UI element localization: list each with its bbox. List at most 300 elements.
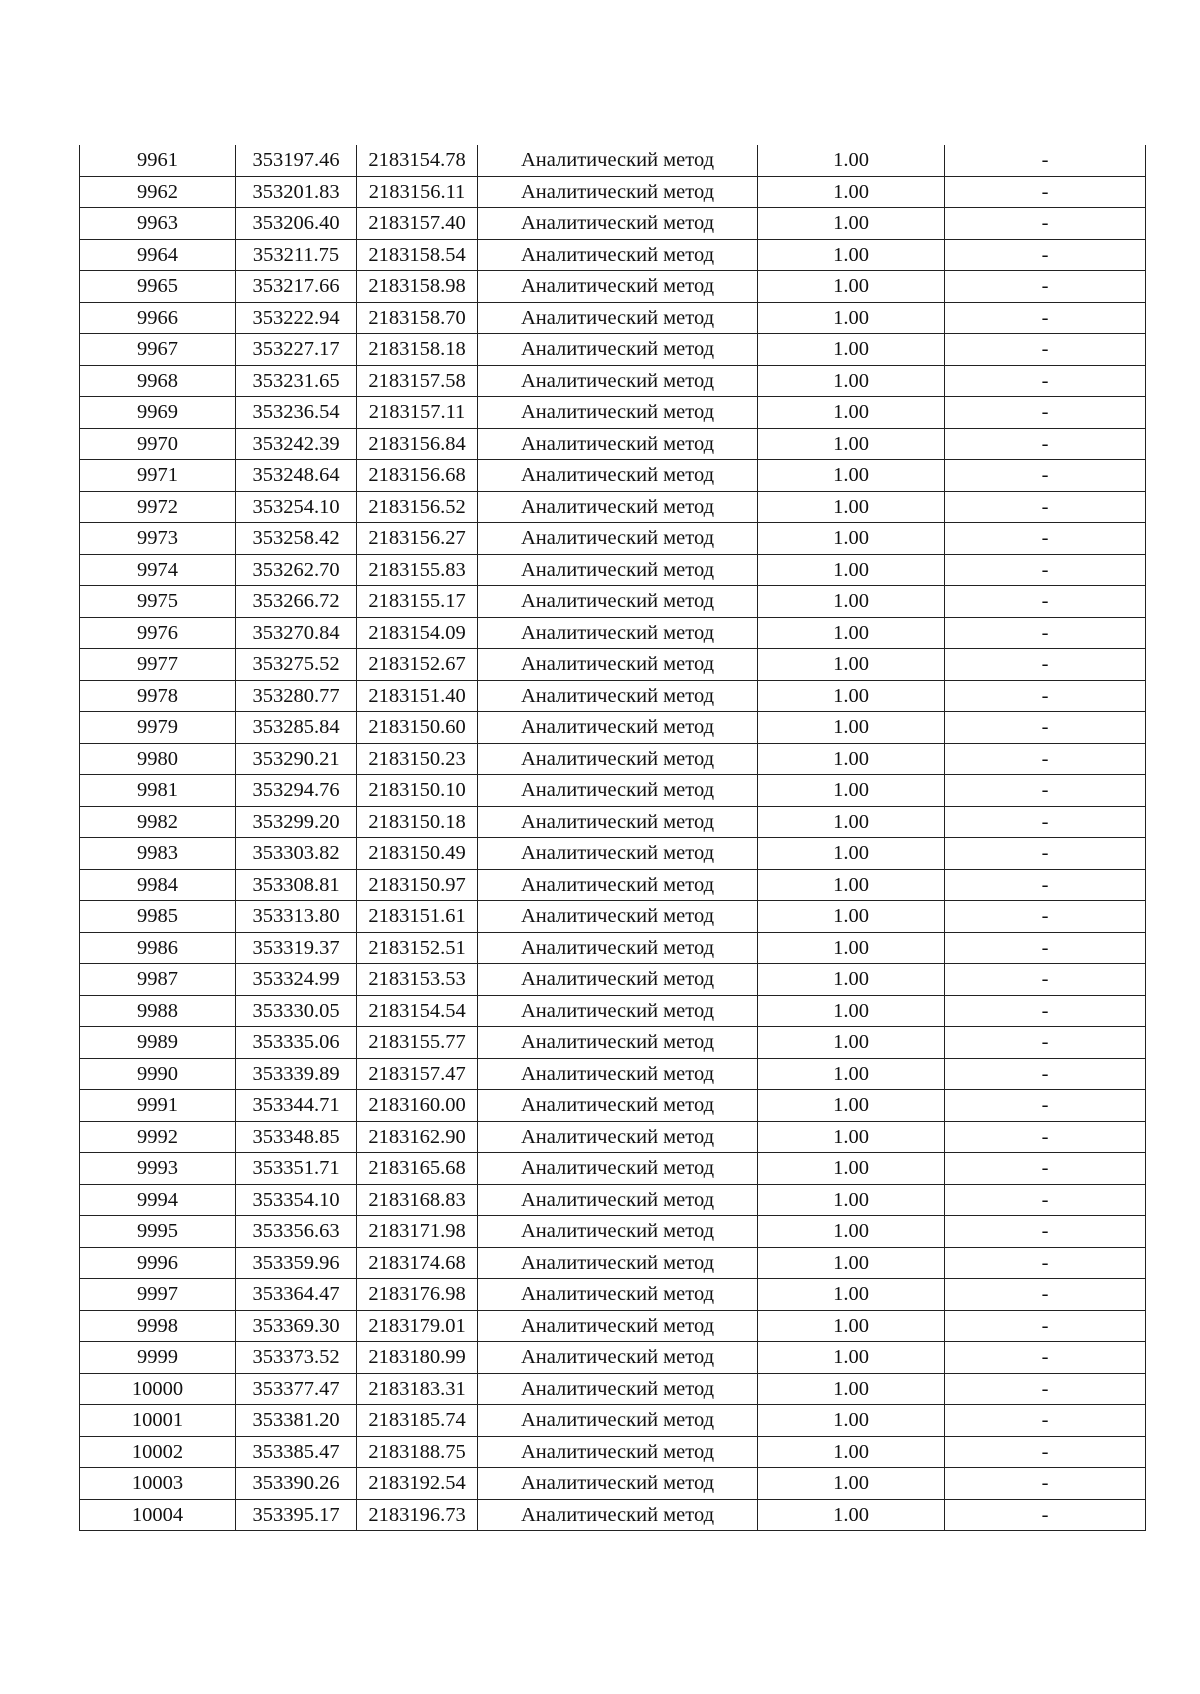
x-coordinate-cell: 353339.89 (236, 1058, 357, 1090)
point-number-cell: 9968 (80, 365, 236, 397)
point-number-cell: 9998 (80, 1310, 236, 1342)
note-cell: - (945, 1468, 1146, 1500)
y-coordinate-cell: 2183155.77 (357, 1027, 478, 1059)
coordinates-table (79, 145, 1146, 1531)
y-coordinate-cell: 2183171.98 (357, 1216, 478, 1248)
accuracy-cell: 1.00 (758, 680, 945, 712)
point-number-cell: 9961 (80, 145, 236, 176)
y-coordinate-cell: 2183185.74 (357, 1405, 478, 1437)
accuracy-cell: 1.00 (758, 1405, 945, 1437)
method-cell: Аналитический метод (478, 145, 758, 176)
x-coordinate-cell: 353385.47 (236, 1436, 357, 1468)
accuracy-cell: 1.00 (758, 365, 945, 397)
y-coordinate-cell: 2183160.00 (357, 1090, 478, 1122)
y-coordinate-cell: 2183154.54 (357, 995, 478, 1027)
note-cell: - (945, 365, 1146, 397)
point-number-cell: 9983 (80, 838, 236, 870)
point-number-cell: 9979 (80, 712, 236, 744)
y-coordinate-cell: 2183156.27 (357, 523, 478, 555)
y-coordinate-cell: 2183158.98 (357, 271, 478, 303)
y-coordinate-cell: 2183156.68 (357, 460, 478, 492)
y-coordinate-cell: 2183188.75 (357, 1436, 478, 1468)
x-coordinate-cell: 353390.26 (236, 1468, 357, 1500)
y-coordinate-cell: 2183183.31 (357, 1373, 478, 1405)
y-coordinate-cell: 2183151.40 (357, 680, 478, 712)
x-coordinate-cell: 353206.40 (236, 208, 357, 240)
accuracy-cell: 1.00 (758, 239, 945, 271)
table-row (80, 1121, 1146, 1153)
point-number-cell: 10001 (80, 1405, 236, 1437)
note-cell: - (945, 586, 1146, 618)
accuracy-cell: 1.00 (758, 1027, 945, 1059)
accuracy-cell: 1.00 (758, 271, 945, 303)
y-coordinate-cell: 2183150.23 (357, 743, 478, 775)
note-cell: - (945, 838, 1146, 870)
x-coordinate-cell: 353330.05 (236, 995, 357, 1027)
x-coordinate-cell: 353236.54 (236, 397, 357, 429)
table-row (80, 365, 1146, 397)
y-coordinate-cell: 2183150.60 (357, 712, 478, 744)
y-coordinate-cell: 2183152.67 (357, 649, 478, 681)
x-coordinate-cell: 353254.10 (236, 491, 357, 523)
note-cell: - (945, 1027, 1146, 1059)
table-row (80, 1436, 1146, 1468)
note-cell: - (945, 901, 1146, 933)
y-coordinate-cell: 2183196.73 (357, 1499, 478, 1531)
accuracy-cell: 1.00 (758, 617, 945, 649)
table-row (80, 1310, 1146, 1342)
note-cell: - (945, 1216, 1146, 1248)
method-cell: Аналитический метод (478, 838, 758, 870)
y-coordinate-cell: 2183150.49 (357, 838, 478, 870)
method-cell: Аналитический метод (478, 1436, 758, 1468)
note-cell: - (945, 649, 1146, 681)
table-row (80, 491, 1146, 523)
x-coordinate-cell: 353285.84 (236, 712, 357, 744)
accuracy-cell: 1.00 (758, 145, 945, 176)
table-row (80, 617, 1146, 649)
note-cell: - (945, 523, 1146, 555)
table-row (80, 1499, 1146, 1531)
x-coordinate-cell: 353381.20 (236, 1405, 357, 1437)
note-cell: - (945, 554, 1146, 586)
method-cell: Аналитический метод (478, 554, 758, 586)
method-cell: Аналитический метод (478, 1216, 758, 1248)
x-coordinate-cell: 353258.42 (236, 523, 357, 555)
x-coordinate-cell: 353201.83 (236, 176, 357, 208)
x-coordinate-cell: 353242.39 (236, 428, 357, 460)
accuracy-cell: 1.00 (758, 428, 945, 460)
point-number-cell: 9963 (80, 208, 236, 240)
note-cell: - (945, 208, 1146, 240)
method-cell: Аналитический метод (478, 680, 758, 712)
x-coordinate-cell: 353290.21 (236, 743, 357, 775)
table-row (80, 1468, 1146, 1500)
x-coordinate-cell: 353262.70 (236, 554, 357, 586)
note-cell: - (945, 1184, 1146, 1216)
y-coordinate-cell: 2183176.98 (357, 1279, 478, 1311)
table-row (80, 680, 1146, 712)
method-cell: Аналитический метод (478, 712, 758, 744)
table-row (80, 1342, 1146, 1374)
note-cell: - (945, 1405, 1146, 1437)
note-cell: - (945, 145, 1146, 176)
method-cell: Аналитический метод (478, 901, 758, 933)
method-cell: Аналитический метод (478, 995, 758, 1027)
y-coordinate-cell: 2183151.61 (357, 901, 478, 933)
method-cell: Аналитический метод (478, 806, 758, 838)
point-number-cell: 9980 (80, 743, 236, 775)
point-number-cell: 9999 (80, 1342, 236, 1374)
table-row (80, 743, 1146, 775)
method-cell: Аналитический метод (478, 1184, 758, 1216)
point-number-cell: 10000 (80, 1373, 236, 1405)
x-coordinate-cell: 353351.71 (236, 1153, 357, 1185)
note-cell: - (945, 1310, 1146, 1342)
table-row (80, 523, 1146, 555)
x-coordinate-cell: 353354.10 (236, 1184, 357, 1216)
table-row (80, 428, 1146, 460)
accuracy-cell: 1.00 (758, 775, 945, 807)
accuracy-cell: 1.00 (758, 1373, 945, 1405)
y-coordinate-cell: 2183192.54 (357, 1468, 478, 1500)
y-coordinate-cell: 2183150.10 (357, 775, 478, 807)
table-row (80, 334, 1146, 366)
table-row (80, 964, 1146, 996)
y-coordinate-cell: 2183180.99 (357, 1342, 478, 1374)
point-number-cell: 9991 (80, 1090, 236, 1122)
point-number-cell: 9977 (80, 649, 236, 681)
point-number-cell: 9989 (80, 1027, 236, 1059)
point-number-cell: 10004 (80, 1499, 236, 1531)
table-row (80, 271, 1146, 303)
point-number-cell: 10002 (80, 1436, 236, 1468)
method-cell: Аналитический метод (478, 586, 758, 618)
method-cell: Аналитический метод (478, 302, 758, 334)
x-coordinate-cell: 353308.81 (236, 869, 357, 901)
table-row (80, 1058, 1146, 1090)
point-number-cell: 9964 (80, 239, 236, 271)
y-coordinate-cell: 2183174.68 (357, 1247, 478, 1279)
point-number-cell: 9986 (80, 932, 236, 964)
table-row (80, 838, 1146, 870)
accuracy-cell: 1.00 (758, 1310, 945, 1342)
table-row (80, 901, 1146, 933)
method-cell: Аналитический метод (478, 649, 758, 681)
accuracy-cell: 1.00 (758, 838, 945, 870)
table-row (80, 1247, 1146, 1279)
y-coordinate-cell: 2183156.84 (357, 428, 478, 460)
x-coordinate-cell: 353395.17 (236, 1499, 357, 1531)
note-cell: - (945, 428, 1146, 460)
table-row (80, 869, 1146, 901)
point-number-cell: 9985 (80, 901, 236, 933)
note-cell: - (945, 1121, 1146, 1153)
accuracy-cell: 1.00 (758, 302, 945, 334)
point-number-cell: 9994 (80, 1184, 236, 1216)
accuracy-cell: 1.00 (758, 1090, 945, 1122)
y-coordinate-cell: 2183150.97 (357, 869, 478, 901)
y-coordinate-cell: 2183152.51 (357, 932, 478, 964)
x-coordinate-cell: 353319.37 (236, 932, 357, 964)
note-cell: - (945, 869, 1146, 901)
accuracy-cell: 1.00 (758, 460, 945, 492)
method-cell: Аналитический метод (478, 1027, 758, 1059)
method-cell: Аналитический метод (478, 491, 758, 523)
y-coordinate-cell: 2183157.58 (357, 365, 478, 397)
x-coordinate-cell: 353377.47 (236, 1373, 357, 1405)
x-coordinate-cell: 353356.63 (236, 1216, 357, 1248)
x-coordinate-cell: 353324.99 (236, 964, 357, 996)
point-number-cell: 9972 (80, 491, 236, 523)
note-cell: - (945, 617, 1146, 649)
accuracy-cell: 1.00 (758, 712, 945, 744)
method-cell: Аналитический метод (478, 1468, 758, 1500)
note-cell: - (945, 1342, 1146, 1374)
point-number-cell: 9988 (80, 995, 236, 1027)
accuracy-cell: 1.00 (758, 1153, 945, 1185)
point-number-cell: 9967 (80, 334, 236, 366)
point-number-cell: 9962 (80, 176, 236, 208)
x-coordinate-cell: 353248.64 (236, 460, 357, 492)
table-row (80, 1373, 1146, 1405)
note-cell: - (945, 1436, 1146, 1468)
accuracy-cell: 1.00 (758, 1058, 945, 1090)
note-cell: - (945, 460, 1146, 492)
accuracy-cell: 1.00 (758, 1499, 945, 1531)
table-row (80, 806, 1146, 838)
note-cell: - (945, 932, 1146, 964)
method-cell: Аналитический метод (478, 523, 758, 555)
point-number-cell: 9995 (80, 1216, 236, 1248)
accuracy-cell: 1.00 (758, 806, 945, 838)
method-cell: Аналитический метод (478, 1153, 758, 1185)
y-coordinate-cell: 2183165.68 (357, 1153, 478, 1185)
table-row (80, 1153, 1146, 1185)
point-number-cell: 9975 (80, 586, 236, 618)
y-coordinate-cell: 2183150.18 (357, 806, 478, 838)
table-row (80, 1027, 1146, 1059)
y-coordinate-cell: 2183156.52 (357, 491, 478, 523)
y-coordinate-cell: 2183162.90 (357, 1121, 478, 1153)
method-cell: Аналитический метод (478, 964, 758, 996)
note-cell: - (945, 397, 1146, 429)
y-coordinate-cell: 2183157.40 (357, 208, 478, 240)
accuracy-cell: 1.00 (758, 964, 945, 996)
table-row (80, 1279, 1146, 1311)
note-cell: - (945, 1247, 1146, 1279)
method-cell: Аналитический метод (478, 1247, 758, 1279)
note-cell: - (945, 1153, 1146, 1185)
note-cell: - (945, 1090, 1146, 1122)
method-cell: Аналитический метод (478, 1499, 758, 1531)
y-coordinate-cell: 2183158.70 (357, 302, 478, 334)
point-number-cell: 9973 (80, 523, 236, 555)
point-number-cell: 10003 (80, 1468, 236, 1500)
x-coordinate-cell: 353227.17 (236, 334, 357, 366)
table-row (80, 208, 1146, 240)
x-coordinate-cell: 353364.47 (236, 1279, 357, 1311)
point-number-cell: 9997 (80, 1279, 236, 1311)
table-row (80, 995, 1146, 1027)
x-coordinate-cell: 353280.77 (236, 680, 357, 712)
accuracy-cell: 1.00 (758, 1121, 945, 1153)
point-number-cell: 9981 (80, 775, 236, 807)
method-cell: Аналитический метод (478, 1310, 758, 1342)
y-coordinate-cell: 2183154.09 (357, 617, 478, 649)
accuracy-cell: 1.00 (758, 334, 945, 366)
point-number-cell: 9996 (80, 1247, 236, 1279)
method-cell: Аналитический метод (478, 869, 758, 901)
table-row (80, 239, 1146, 271)
accuracy-cell: 1.00 (758, 1184, 945, 1216)
x-coordinate-cell: 353335.06 (236, 1027, 357, 1059)
point-number-cell: 9970 (80, 428, 236, 460)
accuracy-cell: 1.00 (758, 176, 945, 208)
y-coordinate-cell: 2183155.17 (357, 586, 478, 618)
y-coordinate-cell: 2183158.18 (357, 334, 478, 366)
accuracy-cell: 1.00 (758, 743, 945, 775)
note-cell: - (945, 1373, 1146, 1405)
table-body (80, 145, 1146, 1531)
table-row (80, 712, 1146, 744)
table-row (80, 302, 1146, 334)
x-coordinate-cell: 353211.75 (236, 239, 357, 271)
x-coordinate-cell: 353270.84 (236, 617, 357, 649)
accuracy-cell: 1.00 (758, 1468, 945, 1500)
point-number-cell: 9969 (80, 397, 236, 429)
method-cell: Аналитический метод (478, 460, 758, 492)
method-cell: Аналитический метод (478, 617, 758, 649)
accuracy-cell: 1.00 (758, 523, 945, 555)
table-row (80, 1405, 1146, 1437)
accuracy-cell: 1.00 (758, 932, 945, 964)
note-cell: - (945, 1279, 1146, 1311)
note-cell: - (945, 680, 1146, 712)
table-row (80, 649, 1146, 681)
x-coordinate-cell: 353303.82 (236, 838, 357, 870)
table-row (80, 145, 1146, 176)
x-coordinate-cell: 353369.30 (236, 1310, 357, 1342)
accuracy-cell: 1.00 (758, 1279, 945, 1311)
accuracy-cell: 1.00 (758, 586, 945, 618)
method-cell: Аналитический метод (478, 1279, 758, 1311)
accuracy-cell: 1.00 (758, 554, 945, 586)
y-coordinate-cell: 2183157.11 (357, 397, 478, 429)
y-coordinate-cell: 2183158.54 (357, 239, 478, 271)
accuracy-cell: 1.00 (758, 1436, 945, 1468)
accuracy-cell: 1.00 (758, 1342, 945, 1374)
method-cell: Аналитический метод (478, 334, 758, 366)
method-cell: Аналитический метод (478, 932, 758, 964)
table-row (80, 397, 1146, 429)
table-row (80, 176, 1146, 208)
accuracy-cell: 1.00 (758, 995, 945, 1027)
method-cell: Аналитический метод (478, 239, 758, 271)
method-cell: Аналитический метод (478, 428, 758, 460)
point-number-cell: 9971 (80, 460, 236, 492)
x-coordinate-cell: 353294.76 (236, 775, 357, 807)
y-coordinate-cell: 2183154.78 (357, 145, 478, 176)
accuracy-cell: 1.00 (758, 491, 945, 523)
method-cell: Аналитический метод (478, 1342, 758, 1374)
table-row (80, 775, 1146, 807)
accuracy-cell: 1.00 (758, 649, 945, 681)
method-cell: Аналитический метод (478, 271, 758, 303)
method-cell: Аналитический метод (478, 208, 758, 240)
point-number-cell: 9978 (80, 680, 236, 712)
note-cell: - (945, 1499, 1146, 1531)
x-coordinate-cell: 353299.20 (236, 806, 357, 838)
note-cell: - (945, 334, 1146, 366)
note-cell: - (945, 176, 1146, 208)
y-coordinate-cell: 2183168.83 (357, 1184, 478, 1216)
point-number-cell: 9965 (80, 271, 236, 303)
table-row (80, 586, 1146, 618)
point-number-cell: 9984 (80, 869, 236, 901)
x-coordinate-cell: 353222.94 (236, 302, 357, 334)
y-coordinate-cell: 2183179.01 (357, 1310, 478, 1342)
x-coordinate-cell: 353359.96 (236, 1247, 357, 1279)
note-cell: - (945, 271, 1146, 303)
x-coordinate-cell: 353313.80 (236, 901, 357, 933)
x-coordinate-cell: 353373.52 (236, 1342, 357, 1374)
accuracy-cell: 1.00 (758, 208, 945, 240)
x-coordinate-cell: 353197.46 (236, 145, 357, 176)
point-number-cell: 9982 (80, 806, 236, 838)
table-row (80, 932, 1146, 964)
point-number-cell: 9993 (80, 1153, 236, 1185)
x-coordinate-cell: 353344.71 (236, 1090, 357, 1122)
x-coordinate-cell: 353275.52 (236, 649, 357, 681)
method-cell: Аналитический метод (478, 176, 758, 208)
method-cell: Аналитический метод (478, 397, 758, 429)
y-coordinate-cell: 2183155.83 (357, 554, 478, 586)
method-cell: Аналитический метод (478, 775, 758, 807)
table-row (80, 460, 1146, 492)
point-number-cell: 9990 (80, 1058, 236, 1090)
x-coordinate-cell: 353266.72 (236, 586, 357, 618)
table-row (80, 1090, 1146, 1122)
note-cell: - (945, 712, 1146, 744)
point-number-cell: 9976 (80, 617, 236, 649)
method-cell: Аналитический метод (478, 1121, 758, 1153)
point-number-cell: 9987 (80, 964, 236, 996)
note-cell: - (945, 964, 1146, 996)
method-cell: Аналитический метод (478, 1058, 758, 1090)
method-cell: Аналитический метод (478, 365, 758, 397)
method-cell: Аналитический метод (478, 743, 758, 775)
table-row (80, 1184, 1146, 1216)
accuracy-cell: 1.00 (758, 397, 945, 429)
method-cell: Аналитический метод (478, 1405, 758, 1437)
note-cell: - (945, 775, 1146, 807)
note-cell: - (945, 239, 1146, 271)
point-number-cell: 9992 (80, 1121, 236, 1153)
y-coordinate-cell: 2183156.11 (357, 176, 478, 208)
table-row (80, 1216, 1146, 1248)
table-row (80, 554, 1146, 586)
accuracy-cell: 1.00 (758, 869, 945, 901)
x-coordinate-cell: 353348.85 (236, 1121, 357, 1153)
y-coordinate-cell: 2183157.47 (357, 1058, 478, 1090)
note-cell: - (945, 1058, 1146, 1090)
note-cell: - (945, 806, 1146, 838)
method-cell: Аналитический метод (478, 1373, 758, 1405)
x-coordinate-cell: 353231.65 (236, 365, 357, 397)
note-cell: - (945, 491, 1146, 523)
method-cell: Аналитический метод (478, 1090, 758, 1122)
